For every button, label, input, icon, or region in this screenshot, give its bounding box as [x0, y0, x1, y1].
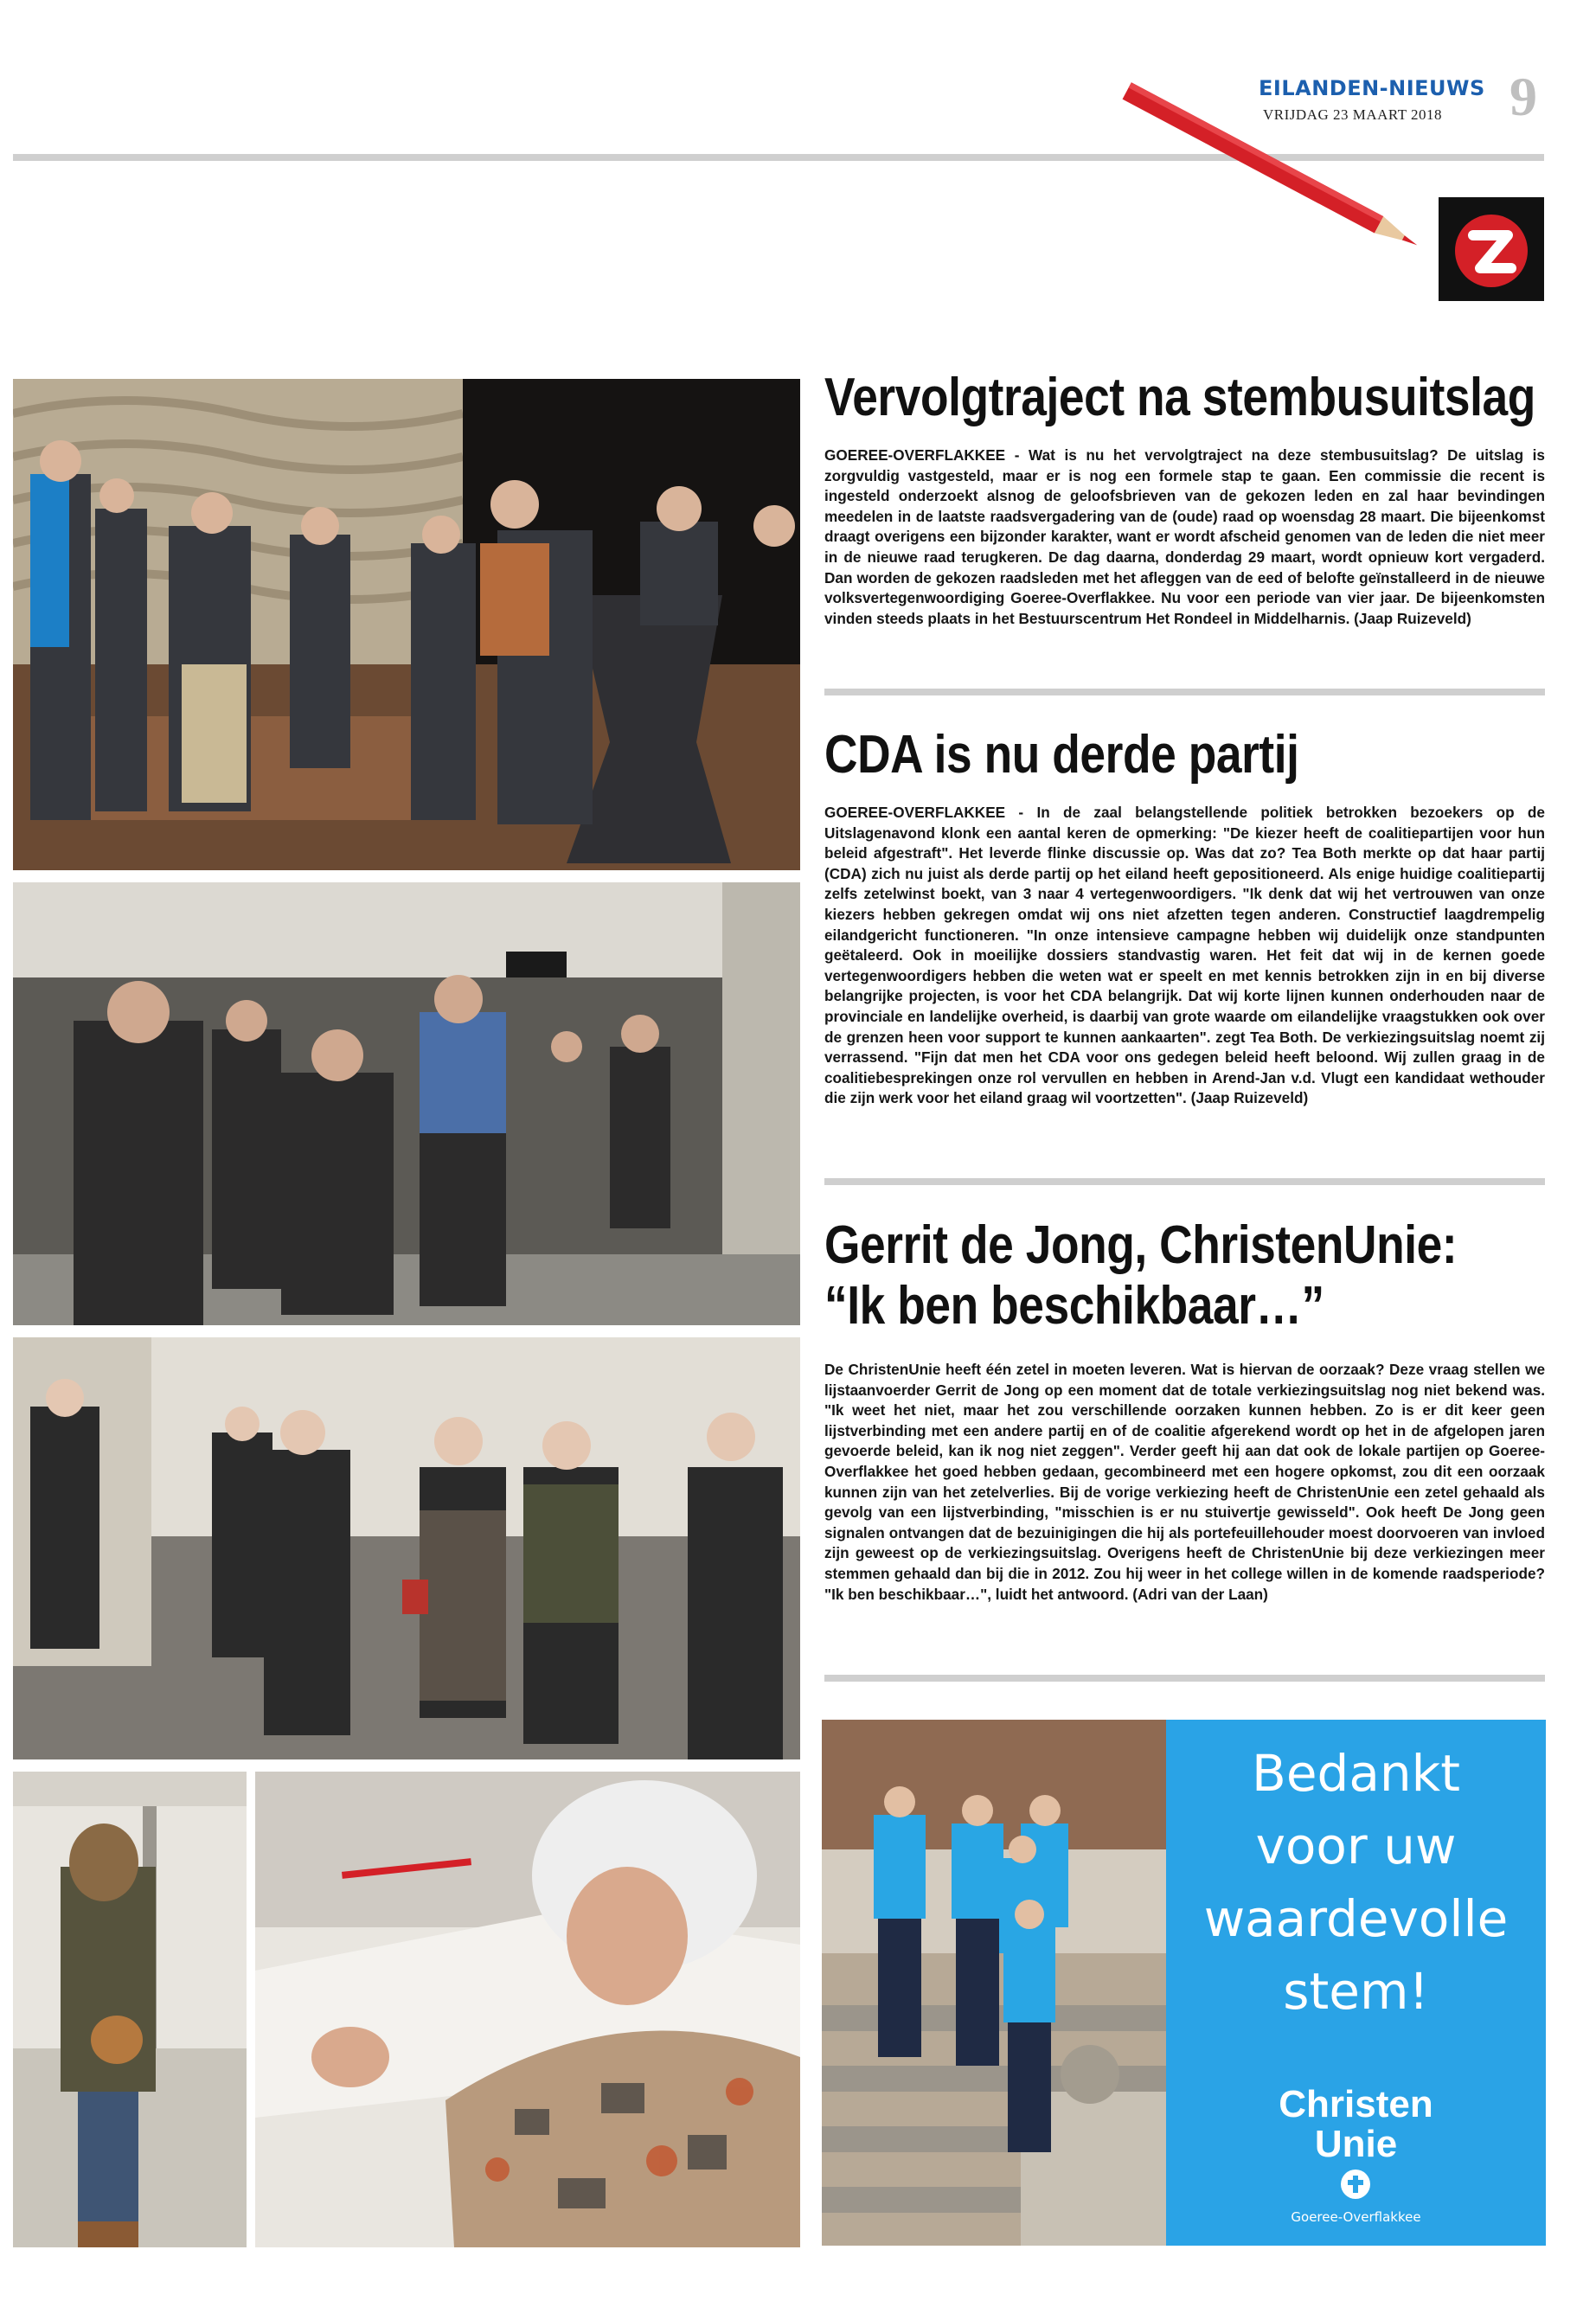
photo-voting-booth	[13, 1772, 247, 2247]
photo-polling-queue	[13, 1337, 800, 1759]
photo-crowd-hall	[13, 882, 800, 1325]
christenunie-advertisement	[822, 1720, 1546, 2246]
ad-slogan-line: stem!	[1283, 1962, 1429, 2021]
page-number: 9	[1509, 66, 1537, 127]
issue-date: VRIJDAG 23 MAART 2018	[1263, 106, 1443, 123]
article-body: GOEREE-OVERFLAKKEE - Wat is nu het vervolgtraject na deze stembusuitslag? De uitslag is zorgvuldig vastgesteld, maar er is nog een formele stap te gaan. Een commissie die recent is ingesteld onderzoekt alsnog de geloofsbrieven van de gekozen leden en zal haar bevindingen meedelen in de laatste raadsvergadering van de (oude) raad op woensdag 28 maart. Die bijeenkomst draagt overigens een bijzonder karakter, want er wordt afscheid genomen van de leden die niet meer in de nieuwe raad terugkeren. De dag daarna, donderdag 29 maart, wordt opnieuw kort vergaderd. Dan worden de gekozen raadsleden met het afleggen van de eed of belofte geïnstalleerd in de nieuwe volksvertegenwoordiging Goeree-Overflakkee. Nu voor een periode van vier jaar. De bijeenkomsten vinden steeds plaats in het Bestuurscentrum Het Rondeel in Middelharnis. (Jaap Ruizeveld)	[824, 446, 1545, 627]
article-body: GOEREE-OVERFLAKKEE - In de zaal belangstellende politiek betrokken bezoekers op de Uitslagenavond klonk een aantal keren de opmerking: "De kiezer heeft de coalitiepartijen voor hun beleid afgestraft". Het leverde flinke discussie op. Was dat zo? Tea Both merkte op dat haar partij (CDA) zich nu juist als derde partij op het eiland heeft gepositioneerd. Als enige huidige coalitiepartij zelfs zetelwinst boekt, van 3 naar 4 vertegenwoordigers. "Ik denk dat wij het vertrouwen van onze kiezers hebben gekregen omdat wij ons niet afzetten tegen anderen. Constructief laagdrempelig eilandgericht functioneren. "In onze intensieve campagne hebben wij duidelijk onze standpunten geëtaleerd. Ook in moeilijke dossiers standvastig waren. Het feit dat wij in de kernen goede vertegenwoordigers hebben die weten wat er speelt en met kennis betrokken zijn in en bij diverse belangrijke projecten, is voor het CDA belangrijk. Dat wij korte lijnen kunnen onderhouden naar de provinciale en landelijke overheid, is daarbij van grote waarde om eilandelijke vraagstukken ook over de grenzen heen voor support te kunnen aankaarten". zegt Tea Both. De verkiezingsuitslag noemt zij verrassend. "Fijn dat men het CDA voor ons gedegen beleid heeft beloond. Wij zullen graag in de coalitiebesprekingen onze rol vervullen en hebben in Arend-Jan v.d. Vlugt een kandidaat wethouder die zijn werk voor het eiland graag wil voortzetten". (Jaap Ruizeveld)	[824, 804, 1545, 1107]
pencil-icon	[1090, 82, 1453, 255]
ad-blue-panel	[1166, 1720, 1546, 2246]
article-divider	[824, 689, 1545, 695]
article-body: De ChristenUnie heeft één zetel in moeten leveren. Wat is hiervan de oorzaak? Deze vraag stellen we lijstaanvoerder Gerrit de Jong op een moment dat de totale verkiezingsuitslag nog niet bekend was. "Ik weet het niet, maar het zou verschillende oorzaken kunnen hebben. Zo is er dit keer geen lijstverbinding met een andere partij en of de coalitie afgerekend wordt op het in de afgelopen jaren gevoerde beleid, kan ik nog niet zeggen". Verder geeft hij aan dat ook de lokale partijen op Goeree-Overflakkee het goed hebben gedaan, gecombineerd met een hogere opkomst, zou dit een oorzaak kunnen zijn van het zetelverlies. Bij de vorige verkiezing heeft de ChristenUnie een zetel gehaald als gevolg van een lijstverbinding, "misschien is er nu stuivertje gewisseld". Ook heeft De Jong geen signalen ontvangen dat de bezuinigingen die hij als portefeuillehouder moest doorvoeren van invloed zijn geweest op de verkiezingsuitslag. Overigens heeft de ChristenUnie bij deze verkiezingen meer stemmen gehaald dan bij die in 2012. Zou hij weer in het college willen in de komende raadsperiode? "Ik ben beschikbaar…", luidt het antwoord. (Adri van der Laan)	[824, 1361, 1545, 1603]
ad-slogan	[1166, 1737, 1546, 2028]
article-headline-quote: “Ik ben beschikbaar…”	[824, 1276, 1324, 1336]
brand-line: Christen	[1279, 2083, 1433, 2125]
ad-photo-team	[822, 1720, 1166, 2246]
ad-region: Goeree-Overflakkee	[1291, 2209, 1421, 2225]
article-headline: Gerrit de Jong, ChristenUnie:	[824, 1215, 1458, 1275]
article-headline: Vervolgtraject na stembusuitslag	[824, 368, 1535, 427]
photo-stage-politicians	[13, 379, 800, 870]
article-divider	[824, 1178, 1545, 1185]
photo-elderly-voter	[255, 1772, 800, 2247]
ad-slogan-line: waardevolle	[1203, 1889, 1509, 1948]
christenunie-logo	[1166, 2085, 1546, 2164]
ad-slogan-line: Bedankt	[1252, 1744, 1460, 1803]
cross-icon	[1341, 2170, 1370, 2199]
brand-line: Unie	[1314, 2123, 1398, 2165]
ad-slogan-line: voor uw	[1255, 1817, 1457, 1875]
article-headline: CDA is nu derde partij	[824, 725, 1299, 785]
article-divider	[824, 1675, 1545, 1682]
z-logo-icon	[1439, 197, 1544, 301]
masthead: EILANDEN-NIEUWS	[1259, 76, 1485, 100]
